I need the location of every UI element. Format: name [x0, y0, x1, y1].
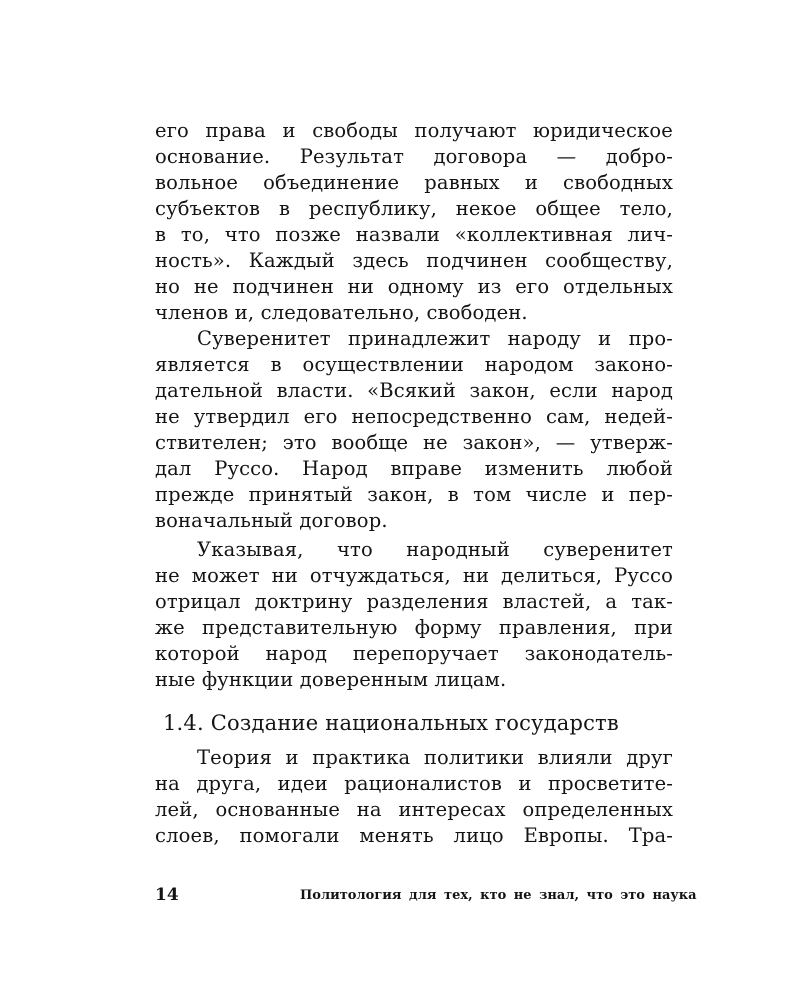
text-line: лей, основанные на интересах определенных — [155, 798, 673, 821]
text-line: же представительную форму правления, при — [155, 616, 673, 639]
text-line: которой народ перепоручает законодатель- — [155, 642, 673, 665]
text-line: дательной власти. «Всякий закон, если народ — [155, 379, 673, 402]
text-line: отрицал доктрину разделения властей, а так- — [155, 590, 673, 613]
text-line: является в осуществлении народом законо- — [155, 353, 673, 376]
text-line: не утвердил его непосредственно сам, недей- — [155, 405, 673, 428]
text-line: но не подчинен ни одному из его отдельных — [155, 275, 673, 298]
text-line: членов и, следовательно, свободен. — [155, 301, 528, 324]
paragraph-first-line: Указывая, что народный суверенитет — [197, 538, 673, 561]
text-line: слоев, помогали менять лицо Европы. Тра- — [155, 824, 673, 847]
paragraph-first-line: Суверенитет принадлежит народу и про- — [197, 327, 673, 350]
text-line: воначальный договор. — [155, 509, 388, 532]
running-title: Политология для тех, кто не знал, что это наука — [300, 888, 697, 903]
text-line: в то, что позже назвали «коллективная лич- — [155, 223, 673, 246]
text-line: не может ни отчуждаться, ни делиться, Руссо — [155, 564, 673, 587]
text-line: вольное объединение равных и свободных — [155, 171, 673, 194]
page-number: 14 — [155, 885, 179, 905]
text-line: субъектов в республику, некое общее тело, — [155, 197, 673, 220]
paragraph-first-line: Теория и практика политики влияли друг — [197, 746, 673, 769]
text-line: дал Руссо. Народ вправе изменить любой — [155, 457, 673, 480]
text-line: его права и свободы получают юридическое — [155, 119, 673, 142]
text-line: ствителен; это вообще не закон», — утверж- — [155, 431, 673, 454]
text-line: основание. Результат договора — добро- — [155, 145, 673, 168]
section-heading: 1.4. Создание национальных государств — [163, 711, 619, 735]
text-line: ные функции доверенным лицам. — [155, 668, 507, 691]
text-line: на друга, идеи рационалистов и просветите- — [155, 772, 673, 795]
text-line: прежде принятый закон, в том числе и пер- — [155, 483, 673, 506]
text-line: ность». Каждый здесь подчинен сообществу, — [155, 249, 673, 272]
